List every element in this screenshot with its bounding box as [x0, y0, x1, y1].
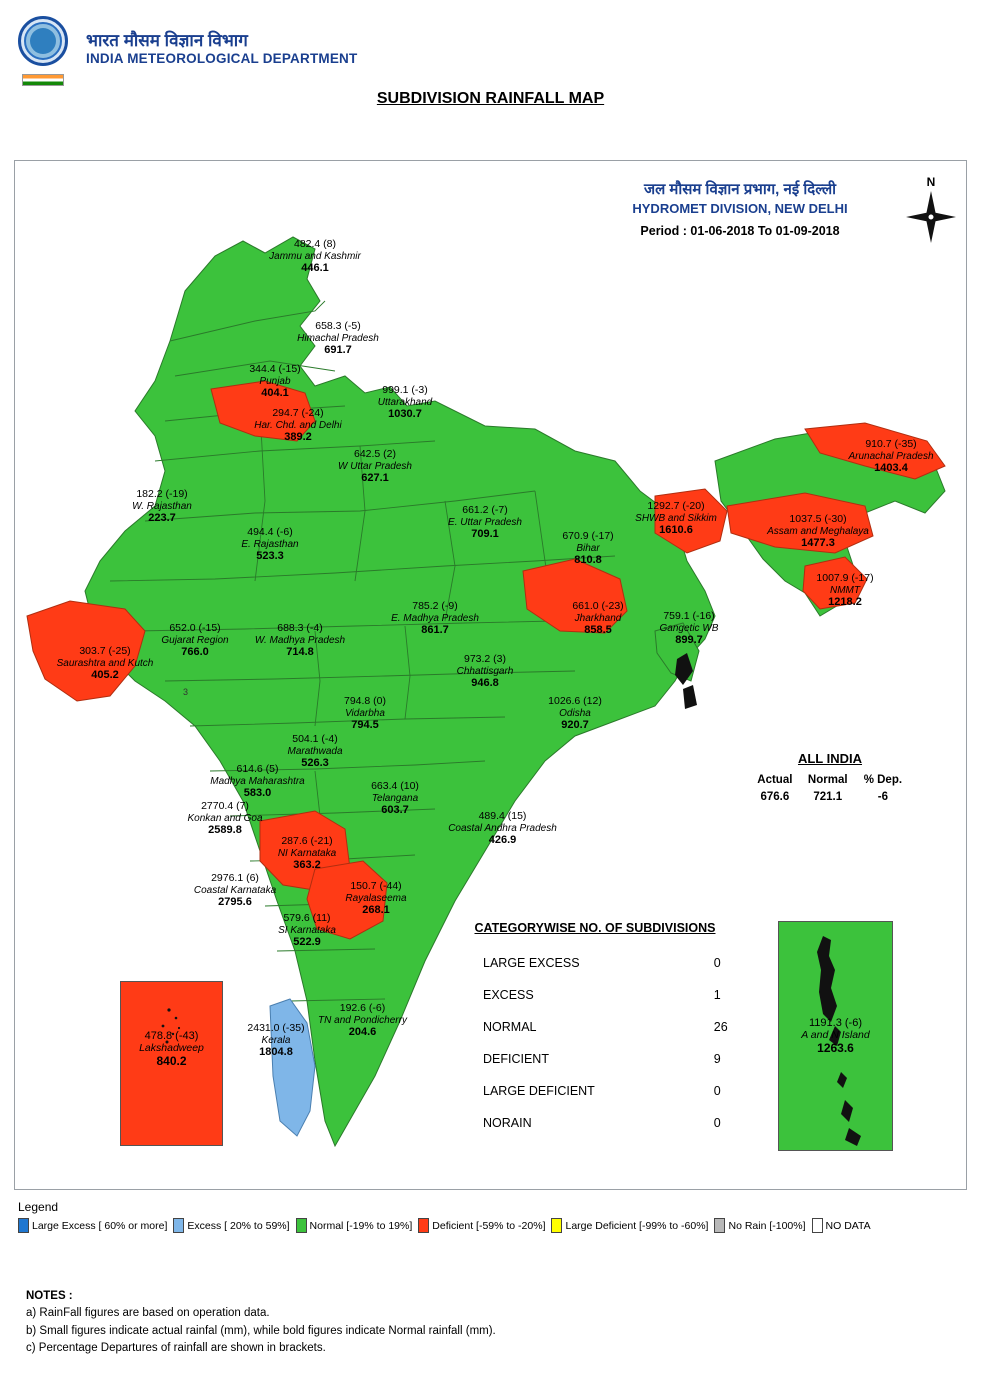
legend-swatch-deficient — [418, 1218, 429, 1233]
lakshadweep-actual: 478.8 (-43) — [144, 1030, 199, 1042]
imd-emblem-icon — [16, 12, 72, 86]
notes-block — [26, 1288, 496, 1357]
subdivision-name: Coastal Karnataka — [193, 884, 277, 896]
subdivision-name: Kerala — [261, 1034, 291, 1046]
inset-lakshadweep — [120, 981, 223, 1146]
andaman-normal: 1263.6 — [817, 1041, 854, 1055]
actual-value: 1292.7 (-20) — [647, 500, 705, 512]
legend-item-no-rain — [714, 1218, 805, 1233]
actual-value: 2976.1 (6) — [211, 872, 259, 884]
subdivision-name: Jharkhand — [574, 612, 622, 624]
subdivision-name: Telangana — [371, 792, 419, 804]
subdivision-label-w-rajasthan — [87, 489, 237, 524]
actual-value: 344.4 (-15) — [249, 363, 301, 375]
category-value: 1 — [713, 988, 721, 1002]
subdivision-label-har-chd-and-delhi — [213, 408, 383, 443]
category-value: 0 — [713, 1116, 721, 1130]
table-row — [435, 947, 755, 979]
actual-value: 482.4 (8) — [293, 238, 337, 250]
subdivision-label-konkan-and-goa — [150, 801, 300, 836]
category-value: 0 — [713, 956, 721, 970]
normal-value: 2795.6 — [218, 895, 252, 908]
subdivision-label-bihar — [518, 531, 658, 566]
actual-value: 642.5 (2) — [353, 448, 397, 460]
actual-value: 494.4 (-6) — [247, 526, 293, 538]
subdivision-label-w-madhya-pradesh — [215, 623, 385, 658]
normal-value: 603.7 — [381, 803, 409, 816]
all-india-summary — [750, 751, 910, 806]
svg-text:3: 3 — [183, 687, 189, 697]
actual-value: 150.7 (-44) — [350, 880, 402, 892]
actual-value: 794.8 (0) — [343, 695, 387, 707]
normal-value: 204.6 — [348, 1025, 377, 1038]
category-value: 0 — [713, 1084, 721, 1098]
subdivision-label-vidarbha — [300, 696, 430, 731]
actual-value: 670.9 (-17) — [562, 530, 614, 542]
legend-label-no-rain: No Rain [-100%] — [728, 1219, 806, 1232]
normal-value: 810.8 — [574, 553, 602, 566]
normal-value: 2589.8 — [208, 823, 242, 836]
normal-value: 426.9 — [488, 833, 517, 846]
normal-value: 268.1 — [362, 903, 390, 916]
normal-value: 1610.6 — [659, 523, 693, 536]
actual-value: 182.2 (-19) — [136, 488, 188, 500]
subdivision-name: Gangetic WB — [659, 622, 719, 634]
org-titles — [86, 30, 357, 68]
legend-label-excess: Excess [ 20% to 59%] — [187, 1219, 290, 1232]
all-india-heading: ALL INDIA — [797, 751, 863, 766]
subdivision-label-gangetic-wb — [619, 611, 759, 646]
actual-value: 192.6 (-6) — [339, 1002, 386, 1014]
actual-value: 658.3 (-5) — [315, 320, 361, 332]
legend-item-deficient — [418, 1218, 545, 1233]
col-actual: Actual — [757, 774, 793, 786]
subdivision-name: E. Rajasthan — [241, 538, 299, 550]
subdivision-name: E. Uttar Pradesh — [448, 516, 522, 528]
actual-value: 652.0 (-15) — [169, 622, 221, 634]
subdivision-name: Coastal Andhra Pradesh — [448, 822, 557, 834]
subdivision-name: SHWB and Sikkim — [635, 512, 717, 524]
subdivision-label-rayalaseema — [311, 881, 441, 916]
subdivision-label-coastal-karnataka — [160, 873, 310, 908]
table-row — [750, 788, 910, 806]
subdivision-name: E. Madhya Pradesh — [391, 612, 479, 624]
legend-swatch-large-excess — [18, 1218, 29, 1233]
andaman-name: A and N Island — [801, 1029, 870, 1041]
legend-swatch-excess — [173, 1218, 184, 1233]
actual-value: 661.0 (-23) — [572, 600, 624, 612]
actual-value: 287.6 (-21) — [281, 835, 333, 847]
normal-value: 405.2 — [91, 668, 119, 681]
subdivision-label-kerala — [211, 1023, 341, 1058]
actual-value: 489.4 (15) — [478, 810, 527, 822]
subdivision-name: Madhya Maharashtra — [210, 775, 305, 787]
legend-swatch-large-deficient — [551, 1218, 562, 1233]
subdivision-name: Har. Chd. and Delhi — [254, 419, 342, 431]
normal-value: 223.7 — [148, 511, 176, 524]
andaman-actual: 1191.3 (-6) — [809, 1017, 862, 1029]
subdivision-name: Odisha — [559, 707, 591, 719]
subdivision-name: Bihar — [576, 542, 600, 554]
normal-value: 526.3 — [301, 756, 329, 769]
normal-value: 920.7 — [561, 718, 589, 731]
actual-value: 759.1 (-16) — [663, 610, 715, 622]
normal-value: 899.7 — [675, 633, 703, 646]
normal-value: 766.0 — [181, 645, 209, 658]
hydromet-english: HYDROMET DIVISION, NEW DELHI — [632, 201, 848, 216]
subdivision-name: NMMT — [830, 584, 860, 596]
legend-item-normal — [296, 1218, 413, 1233]
lakshadweep-labels — [121, 1030, 222, 1068]
actual-value: 999.1 (-3) — [382, 384, 428, 396]
actual-value: 663.4 (10) — [371, 780, 419, 792]
legend — [18, 1200, 963, 1233]
hydromet-hindi: जल मौसम विज्ञान प्रभाग, नई दिल्ली — [643, 181, 837, 198]
inset-andaman-nicobar — [778, 921, 893, 1151]
subdivision-label-himachal-pradesh — [253, 321, 423, 356]
subdivision-label-saurashtra-and-kutch — [20, 646, 190, 681]
normal-value: 404.1 — [261, 386, 289, 399]
actual-value: 688.3 (-4) — [277, 622, 323, 634]
normal-value: 522.9 — [293, 935, 321, 948]
subdivision-name: NI Karnataka — [277, 847, 337, 859]
normal-value: 627.1 — [361, 471, 389, 484]
table-row — [435, 1107, 755, 1139]
subdivision-label-nmmt — [770, 573, 920, 608]
legend-items — [18, 1218, 963, 1233]
normal-value: 714.8 — [286, 645, 314, 658]
table-row — [435, 1011, 755, 1043]
category-label: NORMAL — [483, 1020, 537, 1034]
actual-value: 2431.0 (-35) — [247, 1022, 305, 1034]
note-line-b: b) Small figures indicate actual rainfal (mm), while bold figures indicate Normal rainfall (mm). — [26, 1324, 496, 1337]
subdivision-name: Himachal Pradesh — [297, 332, 379, 344]
actual-value: 785.2 (-9) — [412, 600, 458, 612]
subdivision-label-ni-karnataka — [237, 836, 377, 871]
subdivision-label-si-karnataka — [237, 913, 377, 948]
legend-item-no-data — [812, 1218, 871, 1233]
category-label: EXCESS — [483, 988, 534, 1002]
actual-value: 1007.9 (-17) — [816, 572, 874, 584]
notes-heading: NOTES : — [26, 1290, 73, 1302]
subdivision-name: W. Madhya Pradesh — [254, 634, 346, 646]
hydromet-division-block — [575, 179, 905, 238]
legend-label-large-excess: Large Excess [ 60% or more] — [32, 1219, 168, 1232]
normal-value: 523.3 — [256, 549, 284, 562]
table-row — [435, 1043, 755, 1075]
legend-label-no-data: NO DATA — [825, 1219, 871, 1232]
normal-value: 1030.7 — [388, 407, 422, 420]
legend-label-deficient: Deficient [-59% to -20%] — [432, 1219, 546, 1232]
category-label: LARGE EXCESS — [483, 956, 580, 970]
legend-swatch-normal — [296, 1218, 307, 1233]
category-label: LARGE DEFICIENT — [483, 1084, 595, 1098]
andaman-labels — [779, 1017, 892, 1055]
subdivision-name: Jammu and Kashmir — [269, 250, 361, 262]
subdivision-label-assam-and-meghalaya — [728, 514, 908, 549]
normal-value: 1218.2 — [828, 595, 862, 608]
subdivision-label-odisha — [505, 696, 645, 731]
subdivision-label-w-uttar-pradesh — [300, 449, 450, 484]
normal-value: 794.5 — [351, 718, 379, 731]
normal-value: 446.1 — [301, 261, 329, 274]
normal-value: 709.1 — [471, 527, 499, 540]
legend-label-normal: Normal [-19% to 19%] — [309, 1219, 413, 1232]
subdivision-label-coastal-andhra-pradesh — [410, 811, 595, 846]
table-header-row — [750, 772, 910, 788]
actual-value: 294.7 (-24) — [272, 407, 324, 419]
subdivision-name: Chhattisgarh — [456, 665, 514, 677]
table-row — [435, 979, 755, 1011]
categorywise-heading: CATEGORYWISE NO. OF SUBDIVISIONS — [474, 921, 716, 935]
normal-value: 1477.3 — [801, 536, 835, 549]
subdivision-name: Gujarat Region — [161, 634, 229, 646]
actual-value: 579.6 (11) — [283, 912, 331, 924]
subdivision-name: TN and Pondicherry — [318, 1014, 407, 1026]
org-title-hindi: भारत मौसम विज्ञान विभाग — [86, 30, 248, 50]
subdivision-label-chhattisgarh — [415, 654, 555, 689]
legend-label-large-deficient: Large Deficient [-99% to -60%] — [565, 1219, 709, 1232]
lakshadweep-normal: 840.2 — [156, 1054, 187, 1068]
categorywise-rows — [435, 947, 755, 1139]
subdivision-name: Punjab — [259, 375, 291, 387]
all-india-table — [750, 772, 910, 806]
normal-value: 389.2 — [284, 430, 312, 443]
category-label: NORAIN — [483, 1116, 532, 1130]
normal-value: 946.8 — [471, 676, 499, 689]
normal-value: 1804.8 — [259, 1045, 293, 1058]
actual-value: 303.7 (-25) — [79, 645, 131, 657]
subdivision-name: Vidarbha — [345, 707, 385, 719]
subdivision-label-madhya-maharashtra — [170, 764, 345, 799]
subdivision-name: SI Karnataka — [278, 924, 336, 936]
subdivision-name: W Uttar Pradesh — [338, 460, 412, 472]
compass-north-label: N — [926, 175, 936, 189]
actual-value: 1026.6 (12) — [548, 695, 602, 707]
normal-value: 691.7 — [324, 343, 352, 356]
normal-value: 363.2 — [293, 858, 321, 871]
subdivision-label-punjab — [200, 364, 350, 399]
actual-value: 910.7 (-35) — [865, 438, 917, 450]
subdivision-label-jammu-and-kashmir — [220, 239, 410, 274]
map-canvas — [15, 161, 966, 1189]
actual-value: 973.2 (3) — [463, 653, 507, 665]
period-label: Period : 01-06-2018 To 01-09-2018 — [640, 224, 840, 238]
value-actual: 676.6 — [760, 791, 790, 803]
subdivision-label-e-rajasthan — [195, 527, 345, 562]
legend-item-excess — [173, 1218, 289, 1233]
subdivision-name: Marathwada — [287, 745, 343, 757]
subdivision-name: Arunachal Pradesh — [848, 450, 934, 462]
actual-value: 2770.4 (7) — [201, 800, 249, 812]
legend-item-large-excess — [18, 1218, 167, 1233]
legend-item-large-deficient — [551, 1218, 708, 1233]
subdivision-name: Konkan and Goa — [187, 812, 263, 824]
subdivision-name: Rayalaseema — [345, 892, 407, 904]
legend-title: Legend — [18, 1200, 59, 1214]
subdivision-name: Assam and Meghalaya — [767, 525, 869, 537]
actual-value: 661.2 (-7) — [462, 504, 508, 516]
subdivision-name: Uttarakhand — [377, 396, 433, 408]
category-value: 9 — [713, 1052, 721, 1066]
actual-value: 504.1 (-4) — [292, 733, 338, 745]
table-row — [435, 1075, 755, 1107]
page-header — [0, 0, 981, 88]
rainfall-map-panel — [14, 160, 967, 1190]
normal-value: 858.5 — [584, 623, 612, 636]
value-normal: 721.1 — [813, 791, 843, 803]
lakshadweep-name: Lakshadweep — [139, 1042, 204, 1054]
note-line-a: a) RainFall figures are based on operation data. — [26, 1307, 270, 1320]
note-line-c: c) Percentage Departures of rainfall are shown in brackets. — [26, 1341, 326, 1354]
normal-value: 1403.4 — [874, 461, 908, 474]
compass-rose-icon — [903, 175, 959, 245]
normal-value: 861.7 — [421, 623, 449, 636]
subdivision-name: Saurashtra and Kutch — [56, 657, 154, 669]
legend-swatch-no-rain — [714, 1218, 725, 1233]
category-value: 26 — [713, 1020, 728, 1034]
page-title: SUBDIVISION RAINFALL MAP — [376, 90, 605, 107]
categorywise-subdivisions-table — [435, 921, 755, 1139]
subdivision-label-arunachal-pradesh — [811, 439, 971, 474]
subdivision-name: W. Rajasthan — [132, 500, 192, 512]
category-label: DEFICIENT — [483, 1052, 549, 1066]
org-title-english: INDIA METEOROLOGICAL DEPARTMENT — [86, 51, 358, 67]
value-departure: -6 — [877, 791, 888, 803]
col-departure: % Dep. — [863, 774, 903, 786]
legend-swatch-no-data — [812, 1218, 823, 1233]
normal-value: 583.0 — [243, 786, 272, 799]
col-normal: Normal — [807, 774, 848, 786]
actual-value: 614.6 (5) — [236, 763, 279, 775]
actual-value: 1037.5 (-30) — [789, 513, 847, 525]
